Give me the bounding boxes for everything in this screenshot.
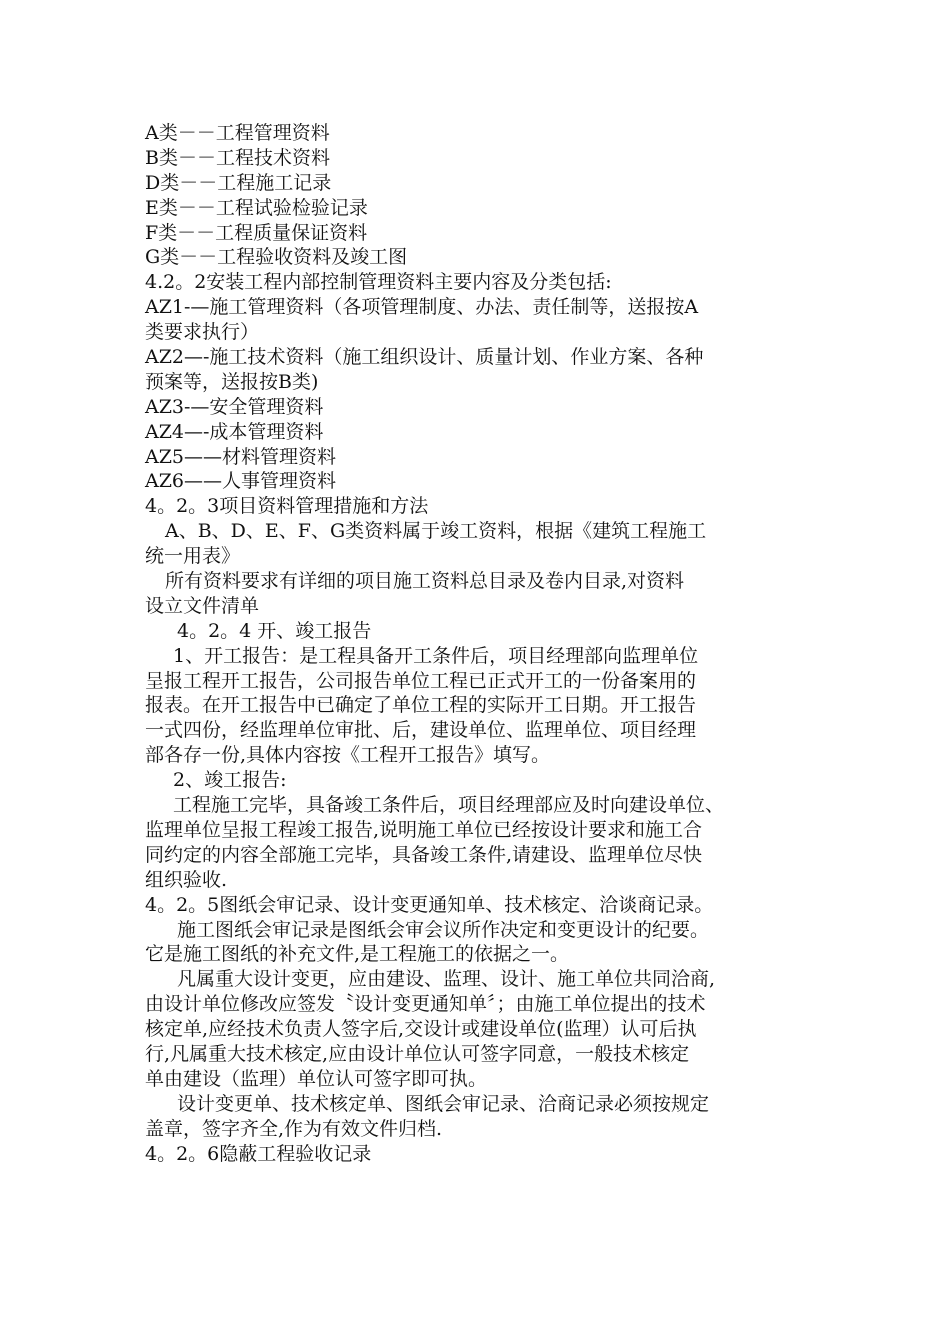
text-line: AZ3-—安全管理资料 bbox=[145, 395, 324, 418]
text-line: 凡属重大设计变更，应由建设、监理、设计、施工单位共同洽商, bbox=[177, 968, 716, 991]
text-line: 报表。在开工报告中已确定了单位工程的实际开工日期。开工报告 bbox=[145, 694, 697, 717]
text-line: 2、竣工报告: bbox=[173, 769, 287, 792]
text-line: 单由建设（监理）单位认可签字即可执。 bbox=[145, 1067, 488, 1090]
text-line: E类－－工程试验检验记录 bbox=[145, 196, 368, 219]
text-line: 它是施工图纸的补充文件,是工程施工的依据之一。 bbox=[145, 943, 570, 966]
text-line: AZ4—-成本管理资料 bbox=[145, 420, 324, 443]
text-line: 呈报工程开工报告，公司报告单位工程已正式开工的一份备案用的 bbox=[145, 669, 697, 692]
text-line: D类－－工程施工记录 bbox=[145, 171, 332, 194]
text-line: AZ1-—施工管理资料（各项管理制度、办法、责任制等，送报按A bbox=[145, 296, 699, 319]
text-line: 核定单,应经技术负责人签字后,交设计或建设单位(监理）认可后执 bbox=[145, 1018, 697, 1041]
text-line: 统一用表》 bbox=[145, 545, 241, 568]
text-line: 设立文件清单 bbox=[145, 594, 260, 617]
text-line: 设计变更单、技术核定单、图纸会审记录、洽商记录必须按规定 bbox=[177, 1092, 710, 1115]
text-line: 4。2。5图纸会审记录、设计变更通知单、技术核定、洽谈商记录。 bbox=[145, 893, 714, 916]
text-line: 4。2。4 开、竣工报告 bbox=[177, 619, 372, 642]
text-line: 施工图纸会审记录是图纸会审会议所作决定和变更设计的纪要。 bbox=[177, 918, 710, 941]
text-line: 由设计单位修改应签发〝设计变更通知单〞；由施工单位提出的技术 bbox=[145, 993, 706, 1016]
text-line: 监理单位呈报工程竣工报告,说明施工单位已经按设计要求和施工合 bbox=[145, 818, 703, 841]
text-line: A类－－工程管理资料 bbox=[145, 122, 330, 144]
text-line: 预案等，送报按B类) bbox=[145, 370, 319, 393]
text-line: 一式四份，经监理单位审批、后，建设单位、监理单位、项目经理 bbox=[145, 719, 697, 742]
text-line: 行,凡属重大技术核定,应由设计单位认可签字同意，一般技术核定 bbox=[145, 1042, 690, 1065]
text-line: A、B、D、E、F、G类资料属于竣工资料，根据《建筑工程施工 bbox=[165, 520, 707, 543]
text-line: 1、开工报告：是工程具备开工条件后，项目经理部向监理单位 bbox=[173, 644, 699, 667]
text-line: 工程施工完毕，具备竣工条件后，项目经理部应及时向建设单位、 bbox=[173, 794, 725, 817]
text-line: F类－－工程质量保证资料 bbox=[145, 221, 368, 244]
text-line: 4。2。6隐蔽工程验收记录 bbox=[145, 1142, 372, 1165]
text-line: 部各存一份,具体内容按《工程开工报告》填写。 bbox=[145, 744, 551, 767]
text-line: AZ5——材料管理资料 bbox=[145, 445, 337, 468]
text-line: 类要求执行） bbox=[145, 321, 260, 344]
text-line: AZ6——人事管理资料 bbox=[145, 470, 337, 493]
document-body bbox=[145, 121, 825, 1166]
text-line: B类－－工程技术资料 bbox=[145, 146, 330, 169]
text-line: 所有资料要求有详细的项目施工资料总目录及卷内目录,对资料 bbox=[165, 570, 685, 593]
text-line: 4。2。3项目资料管理措施和方法 bbox=[145, 495, 429, 518]
text-line: 盖章，签字齐全,作为有效文件归档. bbox=[145, 1117, 443, 1140]
text-line: 4.2。2安装工程内部控制管理资料主要内容及分类包括: bbox=[145, 271, 612, 294]
text-line: AZ2—-施工技术资料（施工组织设计、质量计划、作业方案、各种 bbox=[145, 346, 704, 369]
text-line: 组织验收. bbox=[145, 868, 228, 891]
text-line: G类－－工程验收资料及竣工图 bbox=[145, 246, 408, 269]
text-line: 同约定的内容全部施工完毕，具备竣工条件,请建设、监理单位尽快 bbox=[145, 843, 703, 866]
